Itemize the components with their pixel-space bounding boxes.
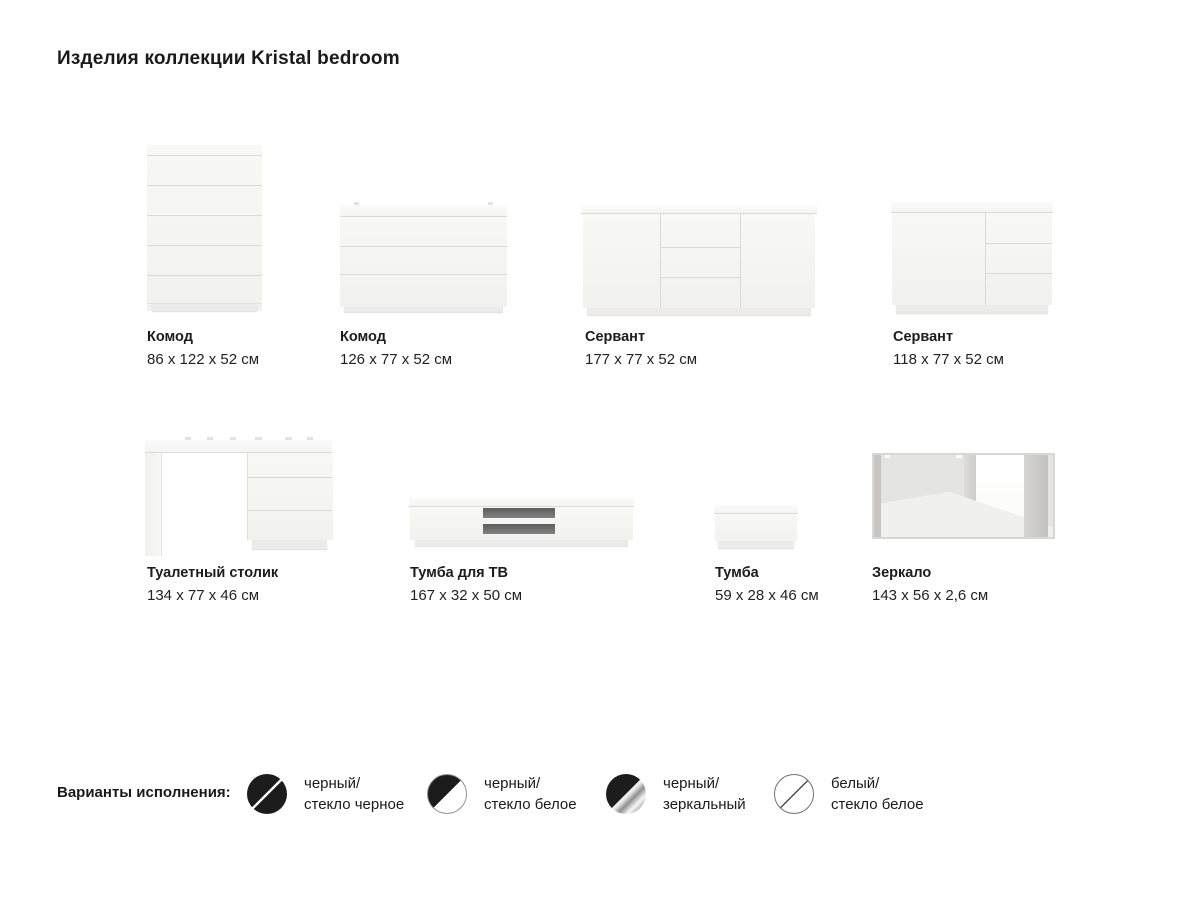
variant-line1: черный/ <box>484 775 541 792</box>
dressing-table-image <box>145 436 332 556</box>
product-name: Сервант <box>893 329 954 345</box>
product-servant-large <box>583 205 823 385</box>
product-dimensions: 86 x 122 x 52 см <box>147 351 260 368</box>
product-dimensions: 177 x 77 x 52 см <box>585 351 698 368</box>
nightstand-image <box>715 505 797 548</box>
mirror-image <box>872 453 1055 539</box>
product-dimensions: 143 x 56 x 2,6 см <box>872 587 989 604</box>
product-mirror <box>872 453 1082 618</box>
product-dimensions: 126 x 77 x 52 см <box>340 351 453 368</box>
variant-line2: стекло белое <box>484 796 577 813</box>
product-komod-tall <box>147 145 327 385</box>
swatch-white-white-glass-icon <box>774 774 814 814</box>
variant-black-mirror <box>606 773 746 815</box>
variant-line1: белый/ <box>831 775 880 792</box>
product-name: Тумба <box>715 565 759 581</box>
variants-label: Варианты исполнения: <box>57 784 231 801</box>
variant-line2: стекло черное <box>304 796 405 813</box>
variant-line1: черный/ <box>304 775 361 792</box>
product-servant-small <box>892 202 1072 382</box>
variant-line1: черный/ <box>663 775 720 792</box>
variant-line2: зеркальный <box>663 796 746 813</box>
servant-large-image <box>583 205 815 315</box>
product-name: Зеркало <box>872 565 932 581</box>
product-name: Туалетный столик <box>147 565 279 581</box>
product-komod-wide <box>340 202 530 382</box>
product-name: Комод <box>340 329 386 345</box>
product-dimensions: 59 x 28 x 46 см <box>715 587 819 604</box>
variant-white-white-glass <box>774 773 924 815</box>
tv-stand-image <box>410 498 633 546</box>
page-title: Изделия коллекции Kristal bedroom <box>57 48 400 69</box>
komod-wide-image <box>340 202 507 312</box>
product-name: Тумба для ТВ <box>410 565 508 581</box>
variant-line2: стекло белое <box>831 796 924 813</box>
product-dimensions: 118 x 77 x 52 см <box>893 351 1004 368</box>
variant-black-black-glass <box>247 773 404 815</box>
product-dressing-table <box>145 436 355 616</box>
swatch-black-mirror-icon <box>606 774 646 814</box>
swatch-black-white-glass-icon <box>427 774 467 814</box>
servant-small-image <box>892 202 1052 313</box>
product-nightstand <box>715 505 875 620</box>
product-dimensions: 134 x 77 x 46 см <box>147 587 260 604</box>
komod-tall-image <box>147 145 262 311</box>
product-name: Комод <box>147 329 193 345</box>
product-tv-stand <box>410 498 640 618</box>
product-name: Сервант <box>585 329 646 345</box>
variant-black-white-glass <box>427 773 577 815</box>
swatch-black-black-glass-icon <box>247 774 287 814</box>
product-dimensions: 167 x 32 x 50 см <box>410 587 523 604</box>
